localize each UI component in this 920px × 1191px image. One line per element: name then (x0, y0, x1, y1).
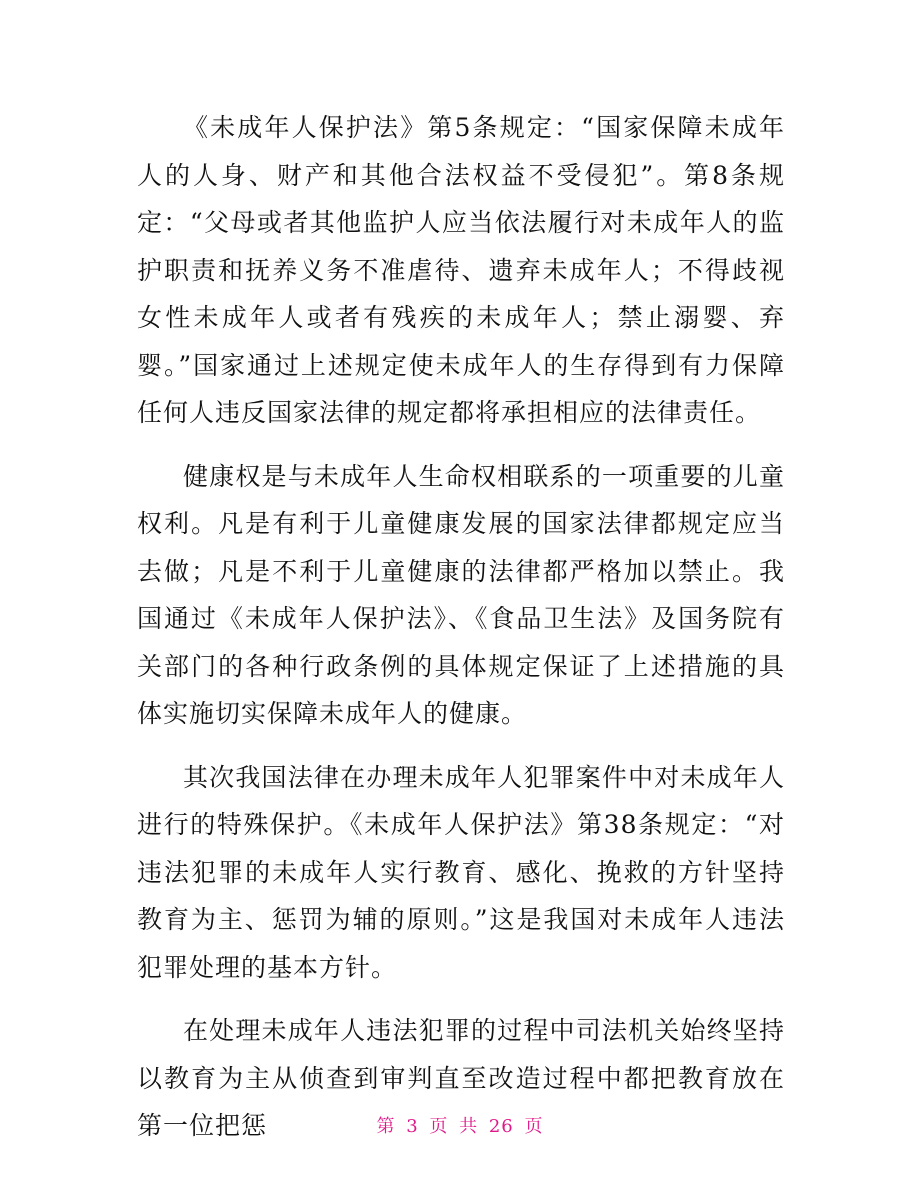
paragraph-2: 健康权是与未成年人生命权相联系的一项重要的儿童权利。凡是有利于儿童健康发展的国家法律都规定应当去做；凡是不利于儿童健康的法律都严格加以禁止。我国通过《未成年人保护法》、《食品卫生法》及国务院有关部门的各种行政条例的具体规定保证了上述措施的具体实施切实保障未成年人的健康。 (137, 461, 785, 728)
document-body (137, 104, 785, 1166)
paragraph-1: 《未成年人保护法》第5条规定：“国家保障未成年人的人身、财产和其他合法权益不受侵犯”。第8条规定：“父母或者其他监护人应当依法履行对未成年人的监护职责和抚养义务不准虐待、遗弃未成年人；不得歧视女性未成年人或者有残疾的未成年人；禁止溺婴、弃婴。”国家通过上述规定使未成年人的生存得到有力保障任何人违反国家法律的规定都将承担相应的法律责任。 (137, 113, 785, 427)
page-number-footer: 第 3 页 共 26 页 (376, 1116, 544, 1137)
paragraph-3: 其次我国法律在办理未成年人犯罪案件中对未成年人进行的特殊保护。《未成年人保护法》第38条规定：“对违法犯罪的未成年人实行教育、感化、挽救的方针坚持教育为主、惩罚为辅的原则。”这是我国对未成年人违法犯罪处理的基本方针。 (137, 762, 785, 982)
paragraph-4: 在处理未成年人违法犯罪的过程中司法机关始终坚持以教育为主从侦查到审判直至改造过程中都把教育放在第一位把惩 (137, 1016, 785, 1140)
